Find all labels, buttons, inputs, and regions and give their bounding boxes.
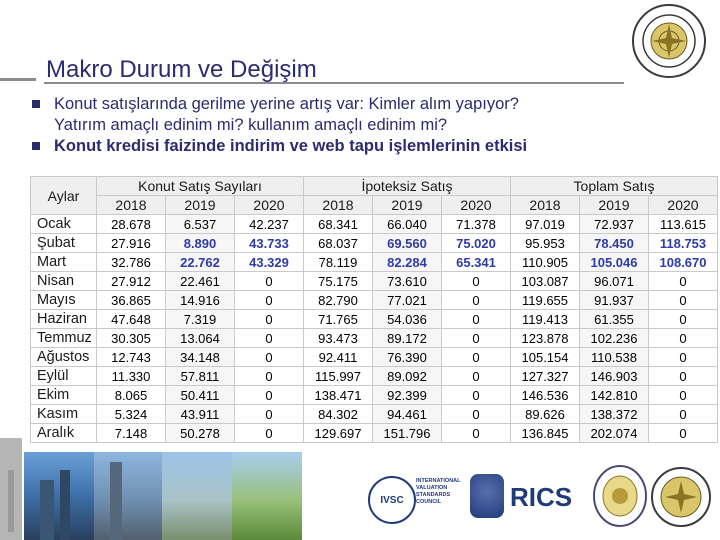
value-cell: 57.811 [166, 367, 235, 386]
association-seal-icon [592, 464, 648, 528]
value-cell: 61.355 [580, 310, 649, 329]
table-row [31, 386, 718, 405]
month-cell: Şubat [31, 234, 97, 253]
page-title: Makro Durum ve Değişim [46, 56, 317, 83]
value-cell: 77.021 [373, 291, 442, 310]
value-cell: 0 [235, 405, 304, 424]
city-photo [24, 452, 94, 540]
value-cell: 202.074 [580, 424, 649, 443]
value-cell: 78.450 [580, 234, 649, 253]
value-cell: 142.810 [580, 386, 649, 405]
table-row [31, 348, 718, 367]
value-cell: 13.064 [166, 329, 235, 348]
year-header: 2019 [166, 196, 235, 215]
table-row [31, 234, 718, 253]
value-cell: 105.154 [511, 348, 580, 367]
value-cell: 50.411 [166, 386, 235, 405]
value-cell: 0 [442, 272, 511, 291]
value-cell: 0 [649, 367, 718, 386]
value-cell: 43.911 [166, 405, 235, 424]
value-cell: 75.175 [304, 272, 373, 291]
value-cell: 0 [235, 367, 304, 386]
value-cell: 27.916 [97, 234, 166, 253]
value-cell: 0 [442, 424, 511, 443]
group-header: İpoteksiz Satış [304, 177, 511, 196]
value-cell: 82.284 [373, 253, 442, 272]
ivsc-logo: IVSC [368, 476, 416, 524]
value-cell: 115.997 [304, 367, 373, 386]
landscape-photo [232, 452, 302, 540]
value-cell: 22.762 [166, 253, 235, 272]
value-cell: 8.890 [166, 234, 235, 253]
month-cell: Ağustos [31, 348, 97, 367]
value-cell: 5.324 [97, 405, 166, 424]
table-row [31, 253, 718, 272]
month-cell: Ekim [31, 386, 97, 405]
value-cell: 30.305 [97, 329, 166, 348]
value-cell: 50.278 [166, 424, 235, 443]
value-cell: 72.937 [580, 215, 649, 234]
value-cell: 92.399 [373, 386, 442, 405]
table-row [31, 291, 718, 310]
value-cell: 93.473 [304, 329, 373, 348]
bullet-square-icon [32, 100, 40, 108]
value-cell: 0 [235, 329, 304, 348]
value-cell: 0 [442, 291, 511, 310]
value-cell: 6.537 [166, 215, 235, 234]
value-cell: 0 [649, 329, 718, 348]
ivsc-logo-text: INTERNATIONAL VALUATION STANDARDS COUNCIL [416, 478, 461, 505]
value-cell: 146.903 [580, 367, 649, 386]
month-cell: Haziran [31, 310, 97, 329]
group-header: Konut Satış Sayıları [97, 177, 304, 196]
value-cell: 14.916 [166, 291, 235, 310]
value-cell: 43.733 [235, 234, 304, 253]
month-cell: Mart [31, 253, 97, 272]
value-cell: 151.796 [373, 424, 442, 443]
bullet-item [32, 136, 702, 157]
university-seal-icon [630, 2, 708, 80]
value-cell: 118.753 [649, 234, 718, 253]
value-cell: 36.865 [97, 291, 166, 310]
rics-lion-icon [470, 474, 504, 518]
year-header: 2020 [442, 196, 511, 215]
table-row [31, 424, 718, 443]
year-header: 2019 [580, 196, 649, 215]
value-cell: 71.765 [304, 310, 373, 329]
year-header: 2020 [235, 196, 304, 215]
decorative-bar [8, 470, 14, 532]
value-cell: 69.560 [373, 234, 442, 253]
value-cell: 84.302 [304, 405, 373, 424]
year-header: 2020 [649, 196, 718, 215]
table-row [31, 405, 718, 424]
table-row [31, 272, 718, 291]
table-row [31, 329, 718, 348]
table-row [31, 215, 718, 234]
value-cell: 110.538 [580, 348, 649, 367]
value-cell: 92.411 [304, 348, 373, 367]
value-cell: 108.670 [649, 253, 718, 272]
value-cell: 123.878 [511, 329, 580, 348]
value-cell: 28.678 [97, 215, 166, 234]
value-cell: 129.697 [304, 424, 373, 443]
value-cell: 146.536 [511, 386, 580, 405]
value-cell: 0 [649, 386, 718, 405]
bullet-list [32, 94, 702, 157]
value-cell: 138.471 [304, 386, 373, 405]
value-cell: 91.937 [580, 291, 649, 310]
value-cell: 11.330 [97, 367, 166, 386]
month-cell: Temmuz [31, 329, 97, 348]
decorative-rule [0, 78, 36, 81]
university-seal-icon [650, 464, 712, 530]
value-cell: 66.040 [373, 215, 442, 234]
landscape-photo [162, 452, 232, 540]
value-cell: 0 [442, 405, 511, 424]
year-header: 2018 [511, 196, 580, 215]
value-cell: 78.119 [304, 253, 373, 272]
value-cell: 0 [442, 348, 511, 367]
value-cell: 0 [442, 310, 511, 329]
value-cell: 27.912 [97, 272, 166, 291]
value-cell: 96.071 [580, 272, 649, 291]
table-corner-header: Aylar [31, 177, 97, 215]
value-cell: 0 [442, 386, 511, 405]
month-cell: Kasım [31, 405, 97, 424]
value-cell: 0 [649, 310, 718, 329]
year-header: 2018 [304, 196, 373, 215]
value-cell: 32.786 [97, 253, 166, 272]
skyscraper-shape [110, 462, 122, 540]
value-cell: 68.037 [304, 234, 373, 253]
value-cell: 94.461 [373, 405, 442, 424]
group-header: Toplam Satış [511, 177, 718, 196]
value-cell: 0 [649, 291, 718, 310]
value-cell: 43.329 [235, 253, 304, 272]
rics-logo: RICS [510, 482, 573, 512]
skyscraper-shape [60, 470, 70, 540]
value-cell: 0 [235, 272, 304, 291]
skyscraper-shape [40, 480, 54, 540]
value-cell: 73.610 [373, 272, 442, 291]
value-cell: 0 [235, 310, 304, 329]
bullet-text: Konut satışlarında gerilme yerine artış var: Kimler alım yapıyor? [54, 95, 519, 113]
value-cell: 119.413 [511, 310, 580, 329]
month-cell: Eylül [31, 367, 97, 386]
value-cell: 54.036 [373, 310, 442, 329]
month-cell: Aralık [31, 424, 97, 443]
bullet-text: Konut kredisi faizinde indirim ve web tapu işlemlerinin etkisi [54, 137, 528, 155]
value-cell: 0 [235, 386, 304, 405]
city-photo [94, 452, 162, 540]
table-row [31, 310, 718, 329]
value-cell: 7.148 [97, 424, 166, 443]
value-cell: 71.378 [442, 215, 511, 234]
value-cell: 0 [649, 405, 718, 424]
value-cell: 95.953 [511, 234, 580, 253]
value-cell: 110.905 [511, 253, 580, 272]
value-cell: 0 [235, 348, 304, 367]
value-cell: 7.319 [166, 310, 235, 329]
table-group-header-row [31, 177, 718, 196]
value-cell: 68.341 [304, 215, 373, 234]
value-cell: 47.648 [97, 310, 166, 329]
value-cell: 0 [649, 272, 718, 291]
bullet-continuation: Yatırım amaçlı edinim mi? kullanım amaçlı edinim mi? [54, 116, 448, 134]
value-cell: 76.390 [373, 348, 442, 367]
month-cell: Mayıs [31, 291, 97, 310]
value-cell: 65.341 [442, 253, 511, 272]
value-cell: 42.237 [235, 215, 304, 234]
value-cell: 12.743 [97, 348, 166, 367]
month-cell: Nisan [31, 272, 97, 291]
value-cell: 0 [442, 329, 511, 348]
value-cell: 22.461 [166, 272, 235, 291]
year-header: 2018 [97, 196, 166, 215]
value-cell: 89.626 [511, 405, 580, 424]
value-cell: 89.092 [373, 367, 442, 386]
value-cell: 103.087 [511, 272, 580, 291]
value-cell: 82.790 [304, 291, 373, 310]
value-cell: 105.046 [580, 253, 649, 272]
value-cell: 97.019 [511, 215, 580, 234]
value-cell: 0 [442, 367, 511, 386]
value-cell: 102.236 [580, 329, 649, 348]
value-cell: 89.172 [373, 329, 442, 348]
value-cell: 0 [235, 291, 304, 310]
table-row [31, 367, 718, 386]
table-year-header-row [31, 196, 718, 215]
value-cell: 113.615 [649, 215, 718, 234]
value-cell: 0 [649, 424, 718, 443]
value-cell: 119.655 [511, 291, 580, 310]
month-cell: Ocak [31, 215, 97, 234]
value-cell: 138.372 [580, 405, 649, 424]
bullet-square-icon [32, 142, 40, 150]
sales-table [30, 176, 718, 443]
value-cell: 127.327 [511, 367, 580, 386]
bullet-item [32, 94, 702, 115]
value-cell: 0 [649, 348, 718, 367]
value-cell: 34.148 [166, 348, 235, 367]
value-cell: 136.845 [511, 424, 580, 443]
value-cell: 8.065 [97, 386, 166, 405]
value-cell: 0 [235, 424, 304, 443]
value-cell: 75.020 [442, 234, 511, 253]
year-header: 2019 [373, 196, 442, 215]
